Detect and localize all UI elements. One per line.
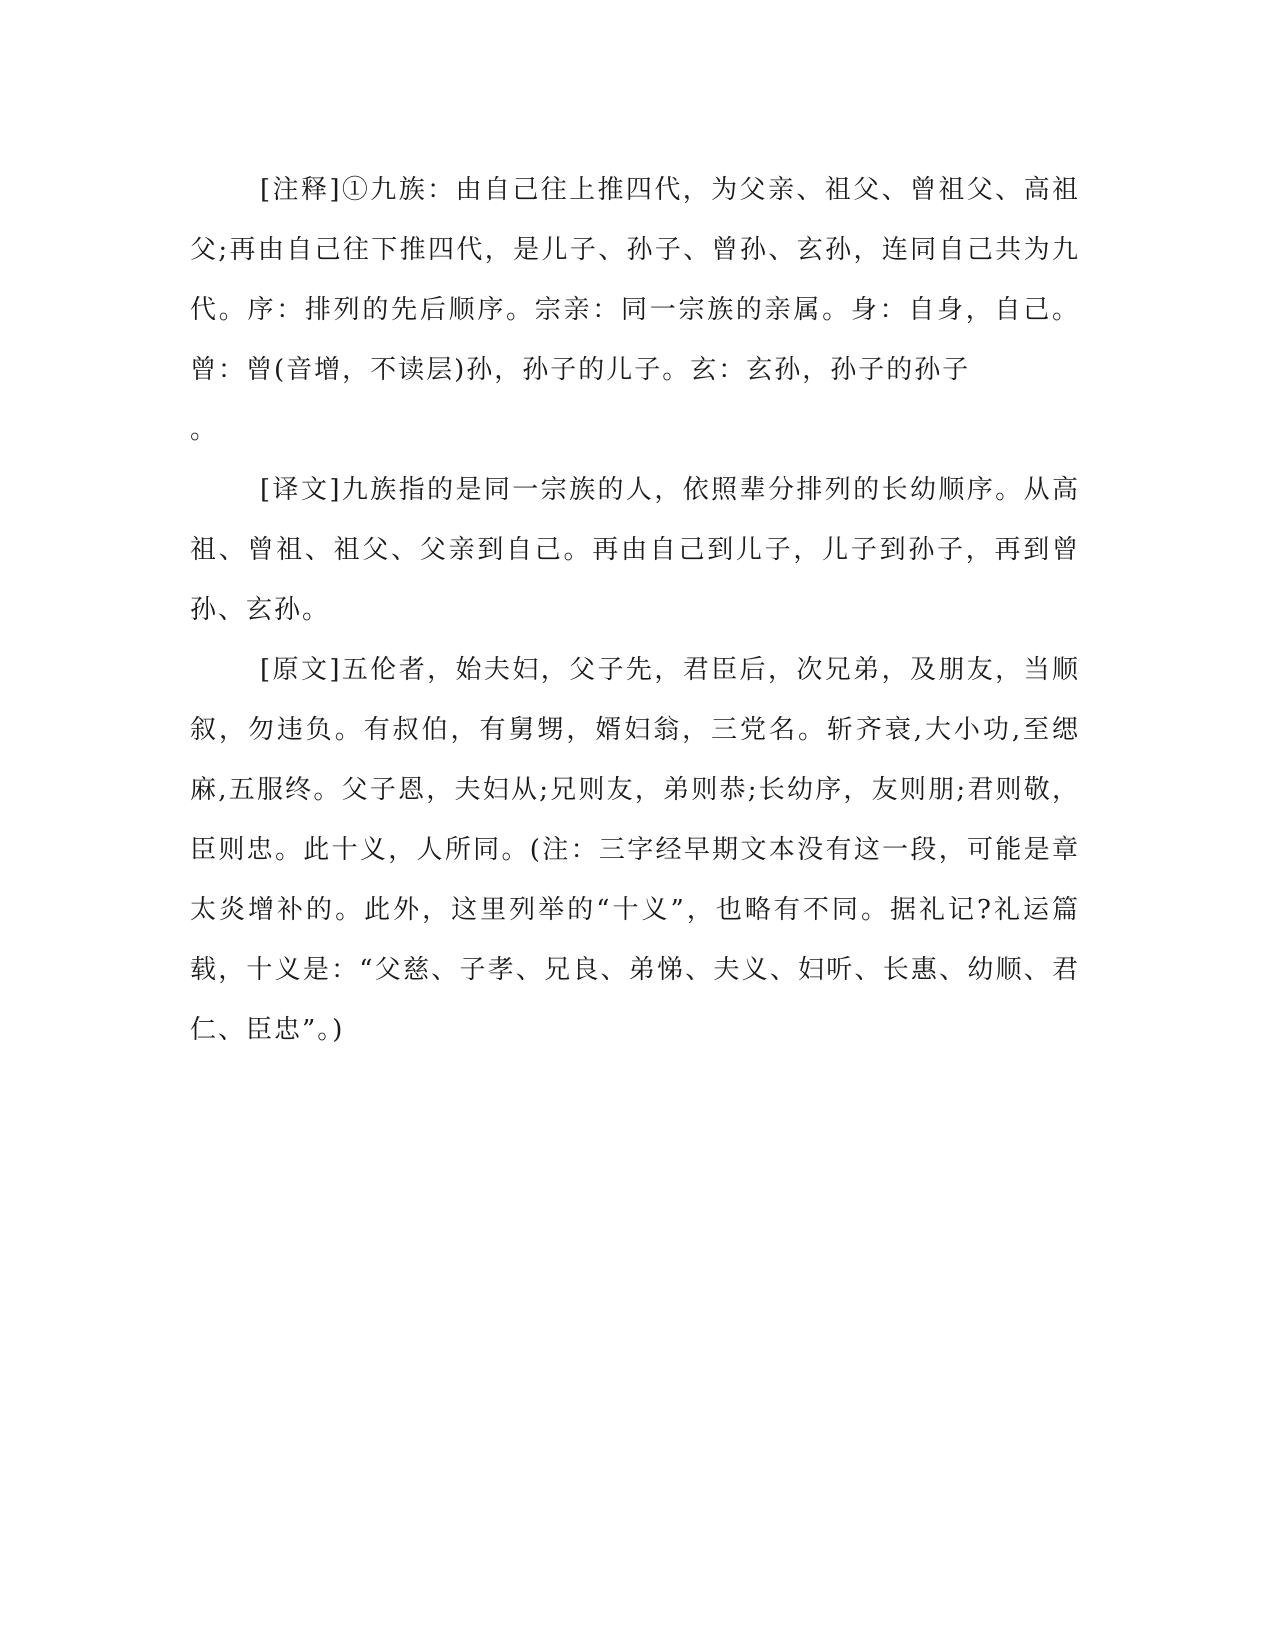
annotation-paragraph: [注释]①九族：由自己往上推四代，为父亲、祖父、曾祖父、高祖父;再由自己往下推四代，是儿子、孙子、曾孙、玄孙，连同自己共为九代。序：排列的先后顺序。宗亲：同一宗族的亲属。身：自身，自己。曾：曾(音增，不读层)孙，孙子的儿子。玄：玄孙，孙子的孙子	[190, 175, 1080, 385]
translation-paragraph: [译文]九族指的是同一宗族的人，依照辈分排列的长幼顺序。从高祖、曾祖、祖父、父亲到自己。再由自己到儿子，儿子到孙子，再到曾孙、玄孙。	[190, 475, 1080, 625]
original-text-paragraph: [原文]五伦者，始夫妇，父子先，君臣后，次兄弟，及朋友，当顺叙，勿违负。有叔伯，有舅甥，婿妇翁，三党名。斩齐衰,大小功,至缌麻,五服终。父子恩，夫妇从;兄则友，弟则恭;长幼序，友则朋;君则敬，臣则忠。此十义，人所同。(注：三字经早期文本没有这一段，可能是章太炎增补的。此外，这里列举的“十义”，也略有不同。据礼记?礼运篇载，十义是：“父慈、子孝、兄良、弟悌、夫义、妇听、长惠、幼顺、君仁、臣忠”。)	[190, 655, 1080, 1045]
document-body	[190, 160, 1080, 1060]
orphan-period: 。	[190, 415, 219, 445]
